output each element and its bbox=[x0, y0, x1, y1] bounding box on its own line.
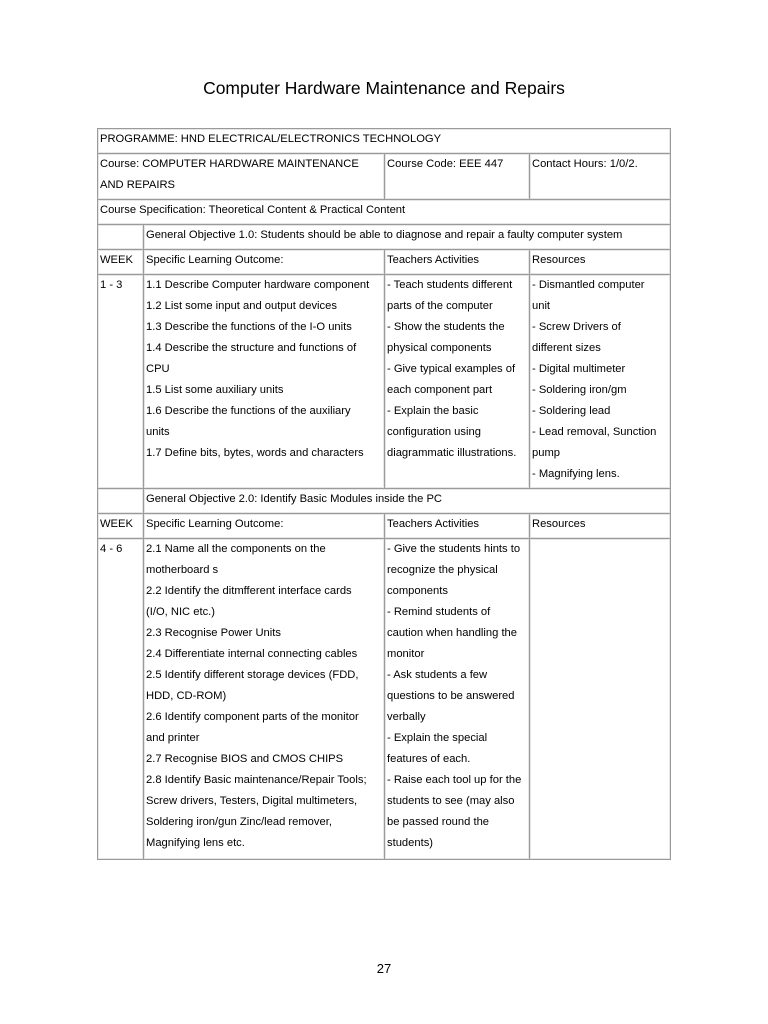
teacher-activity-line: features of each. bbox=[387, 753, 471, 765]
header-teachers: Teachers Activities bbox=[385, 514, 530, 539]
week-cell: 1 - 3 bbox=[98, 275, 144, 489]
outcome-line: and printer bbox=[146, 732, 200, 744]
objective-row bbox=[98, 489, 671, 514]
programme-row bbox=[98, 129, 671, 154]
resource-line: - Soldering lead bbox=[532, 405, 611, 417]
resource-line: - Lead removal, Sunction bbox=[532, 426, 657, 438]
outcome-line: 2.1 Name all the components on the bbox=[146, 543, 326, 555]
outcomes-cell bbox=[144, 539, 385, 860]
outcomes-cell bbox=[144, 275, 385, 489]
teacher-activity-line: - Give the students hints to bbox=[387, 543, 521, 555]
outcome-line: 1.6 Describe the functions of the auxiliary bbox=[146, 405, 351, 417]
outcome-line: 2.7 Recognise BIOS and CMOS CHIPS bbox=[146, 753, 344, 765]
teacher-activity-line: diagrammatic illustrations. bbox=[387, 447, 517, 459]
outcome-line: 2.4 Differentiate internal connecting cables bbox=[146, 648, 358, 660]
outcome-line: Soldering iron/gun Zinc/lead remover, bbox=[146, 816, 332, 828]
header-outcome: Specific Learning Outcome: bbox=[144, 514, 385, 539]
header-week: WEEK bbox=[98, 250, 144, 275]
outcome-line: (I/O, NIC etc.) bbox=[146, 606, 215, 618]
teacher-activity-line: parts of the computer bbox=[387, 300, 493, 312]
outcome-line: HDD, CD-ROM) bbox=[146, 690, 227, 702]
objective-text: General Objective 2.0: Identify Basic Modules inside the PC bbox=[146, 493, 442, 505]
header-resources: Resources bbox=[530, 514, 671, 539]
teacher-activity-line: - Show the students the bbox=[387, 321, 505, 333]
outcome-line: Magnifying lens etc. bbox=[146, 837, 245, 849]
objective-cell bbox=[144, 225, 671, 250]
teacher-activity-line: physical components bbox=[387, 342, 492, 354]
outcome-line: 2.6 Identify component parts of the monitor bbox=[146, 711, 359, 723]
outcome-line: 2.2 Identify the ditmfferent interface cards bbox=[146, 585, 352, 597]
contact-hours-text: Contact Hours: 1/0/2. bbox=[532, 158, 638, 170]
teacher-activity-line: students) bbox=[387, 837, 434, 849]
content-row bbox=[98, 539, 671, 860]
course-code-cell bbox=[385, 154, 530, 200]
resource-line: - Soldering iron/gm bbox=[532, 384, 627, 396]
resources-cell bbox=[530, 275, 671, 489]
header-row bbox=[98, 514, 671, 539]
resource-line: - Dismantled computer bbox=[532, 279, 645, 291]
outcome-line: units bbox=[146, 426, 170, 438]
teacher-activity-line: - Remind students of bbox=[387, 606, 491, 618]
programme-cell bbox=[98, 129, 671, 154]
teacher-activity-line: - Ask students a few bbox=[387, 669, 488, 681]
teacher-activity-line: - Teach students different bbox=[387, 279, 513, 291]
course-code-text: Course Code: EEE 447 bbox=[387, 158, 504, 170]
teacher-activity-line: configuration using bbox=[387, 426, 481, 438]
teacher-activity-line: components bbox=[387, 585, 448, 597]
teacher-activity-line: - Give typical examples of bbox=[387, 363, 516, 375]
outcome-line: 1.7 Define bits, bytes, words and characters bbox=[146, 447, 364, 459]
outcome-line: 1.5 List some auxiliary units bbox=[146, 384, 284, 396]
teacher-activity-line: verbally bbox=[387, 711, 426, 723]
teachers-cell bbox=[385, 275, 530, 489]
header-row bbox=[98, 250, 671, 275]
resources-cell bbox=[530, 539, 671, 860]
outcome-line: motherboard s bbox=[146, 564, 219, 576]
course-row bbox=[98, 154, 671, 200]
document-title: Computer Hardware Maintenance and Repairs bbox=[203, 78, 565, 98]
outcome-line: 2.3 Recognise Power Units bbox=[146, 627, 281, 639]
outcome-line: CPU bbox=[146, 363, 170, 375]
teacher-activity-line: be passed round the bbox=[387, 816, 490, 828]
teacher-activity-line: questions to be answered bbox=[387, 690, 515, 702]
course-spec-row bbox=[98, 200, 671, 225]
outcome-line: 1.2 List some input and output devices bbox=[146, 300, 337, 312]
outcome-line: 1.3 Describe the functions of the I-O units bbox=[146, 321, 352, 333]
objective-text: General Objective 1.0: Students should be able to diagnose and repair a faulty computer system bbox=[146, 229, 623, 241]
teacher-activity-line: caution when handling the bbox=[387, 627, 518, 639]
header-week: WEEK bbox=[98, 514, 144, 539]
header-resources: Resources bbox=[530, 250, 671, 275]
teacher-activity-line: - Explain the special bbox=[387, 732, 488, 744]
resource-line: - Digital multimeter bbox=[532, 363, 626, 375]
empty-cell bbox=[98, 225, 144, 250]
resource-line: different sizes bbox=[532, 342, 601, 354]
teacher-activity-line: - Raise each tool up for the bbox=[387, 774, 522, 786]
outcome-line: 2.8 Identify Basic maintenance/Repair Tools; bbox=[146, 774, 367, 786]
outcome-line: 2.5 Identify different storage devices (FDD, bbox=[146, 669, 359, 681]
content-row bbox=[98, 275, 671, 489]
programme-text: PROGRAMME: HND ELECTRICAL/ELECTRONICS TECHNOLOGY bbox=[100, 133, 442, 145]
teacher-activity-line: students to see (may also bbox=[387, 795, 515, 807]
resource-line: - Magnifying lens. bbox=[532, 468, 620, 480]
page-number: 27 bbox=[376, 961, 392, 976]
outcome-line: 1.1 Describe Computer hardware component bbox=[146, 279, 370, 291]
objective-row bbox=[98, 225, 671, 250]
teachers-cell bbox=[385, 539, 530, 860]
outcome-line: Screw drivers, Testers, Digital multimeters, bbox=[146, 795, 358, 807]
teacher-activity-line: each component part bbox=[387, 384, 493, 396]
contact-hours-cell bbox=[530, 154, 671, 200]
header-outcome: Specific Learning Outcome: bbox=[144, 250, 385, 275]
resource-line: - Screw Drivers of bbox=[532, 321, 621, 333]
week-cell: 4 - 6 bbox=[98, 539, 144, 860]
course-text: Course: COMPUTER HARDWARE MAINTENANCE AND REPAIRS bbox=[100, 158, 359, 191]
teacher-activity-line: recognize the physical bbox=[387, 564, 498, 576]
outcome-line: 1.4 Describe the structure and functions of bbox=[146, 342, 357, 354]
objective-cell bbox=[144, 489, 671, 514]
resource-line: pump bbox=[532, 447, 560, 459]
course-spec-cell bbox=[98, 200, 671, 225]
resource-line: unit bbox=[532, 300, 551, 312]
header-teachers: Teachers Activities bbox=[385, 250, 530, 275]
course-spec-text: Course Specification: Theoretical Content & Practical Content bbox=[100, 204, 406, 216]
teacher-activity-line: - Explain the basic bbox=[387, 405, 479, 417]
course-cell bbox=[98, 154, 385, 200]
teacher-activity-line: monitor bbox=[387, 648, 425, 660]
curriculum-table bbox=[97, 128, 671, 860]
empty-cell bbox=[98, 489, 144, 514]
